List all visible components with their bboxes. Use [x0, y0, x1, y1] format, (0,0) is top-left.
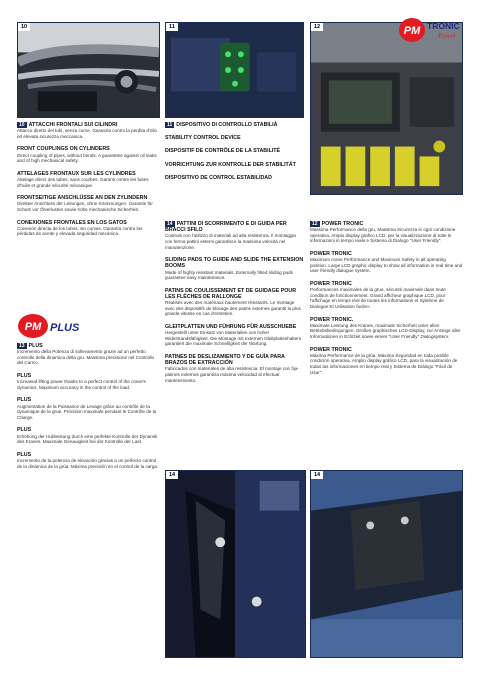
photo-number: 10 [18, 23, 30, 31]
title-fr: PATINS DE COULISSEMENT ET DE GUIDAGE POUR LES FLÈCHES DE RALLONGE [165, 287, 297, 300]
section-number: 10 [19, 122, 25, 128]
photo-sliding-pads-left [165, 470, 306, 658]
title-fr: DISPOSITIF DE CONTRÔLE DE LA STABILITÉ [165, 148, 281, 155]
text-en: Made of highly resistant materials. Externally fitted sliding pads guarantee easy maintenance. [165, 269, 293, 281]
title-es: POWER TRONIC [310, 346, 352, 353]
text-de: Direkter Anschluss der Leitungen, ohne Krümmungen. Garantie für Schutz vor Ölverlusten sowie hohe mechanische Sicherheit. [17, 201, 153, 212]
photo-stability-device [165, 22, 304, 118]
text-fr: Réalisés avec des matériaux hautement résistants. Le montage avec des dispositifs de blocage des patins externes garantit la plus grande vitesse en cas d'entretien. [165, 300, 301, 317]
svg-text:PM: PM [403, 25, 421, 37]
title-es: PATINES DE DESLIZAMIENTO Y DE GUÍA PARA BRAZOS DE EXTRACCIÓN [165, 353, 285, 367]
text-es: Fabricados con materiales de alta resistencia. El montaje con fija-patines externos garantiza máxima velocidad al efectuar mantenimiento. [165, 366, 299, 383]
text-en: Increased lifting power thanks to a perfect control of the crane's dynamics. Maximum accuracy in the control of the load. [17, 379, 146, 390]
svg-text:PM: PM [24, 321, 42, 333]
heading [165, 221, 304, 233]
sliding-pads-left-image [166, 471, 305, 657]
section-title: DISPOSITIVO DI CONTROLLO STABILIÀ [176, 122, 278, 128]
photo-sliding-pads-right [310, 470, 463, 658]
power-tronic-image [311, 23, 462, 194]
title-de: POWER TRONIC. [310, 316, 354, 323]
text-it: Attacco diretto dei tubi, senza curve. Garanzia contro la perdita d'olio ed elevata sicurezza meccanica. [17, 128, 158, 139]
svg-text:Power: Power [438, 32, 457, 40]
section-sliding-pads [165, 221, 304, 390]
text-es: Incremento de la potencia de elevación gracias a un perfecto control de la dinámica de la grúa. Máxima precisión en el control de la carga. [17, 457, 159, 469]
title-en: POWER TRONIC [310, 250, 352, 257]
section-number: 12 [312, 221, 318, 227]
text-fr: Augmentation de la Puissance de Levage grâce au contrôle de la dynamique de la grue. Précision maximale pendant le Contrôle de la Charge. [17, 403, 157, 420]
section-plus [17, 343, 160, 476]
photo-number: 12 [311, 23, 323, 31]
title-es: PLUS [17, 451, 32, 458]
section-stability-control [165, 122, 304, 188]
pm-plus-logo [17, 312, 81, 340]
text-fr: Performances maximales de la grue, sécurité maximale dans toute condition de fonctionnement. Grand afficheur graphique LCD, pour l'affichage en temps réel de toutes les informations et Système de Dialogue Et Utilisation facile». [310, 287, 446, 309]
text-de: Maximale Leistung des Kranes, maximale Sicherheit unter allen Betriebsbedingungen. Großes graphisches LCD-Display, zur Anzeige aller Informationen in Echtzeit sowie einem "User Friendly" Dialogsystem. [310, 322, 461, 339]
title-en: FRONT COUPLINGS ON CYLINDERS [17, 146, 110, 153]
heading [165, 122, 304, 128]
pm-plus-logo-graphic [17, 312, 81, 340]
pm-tronic-logo-graphic [398, 14, 466, 44]
title-de: FRONTSEITIGE ANSCHLÜSSE AN DEN ZYLINDERN [17, 195, 148, 202]
title-en: SLIDING PADS TO GUIDE AND SLIDE THE EXTENSION BOOMS [165, 257, 304, 270]
text-de: Hergestellt unter Einsatz von Materialien von hoher Widerstandsfähigkeit. Die Montage mit externen Gleitplattenhaltern garantiert die maximale Schnelligkeit der Wartung. [165, 330, 302, 347]
sliding-pads-right-image [311, 471, 462, 657]
photo-cylinder-couplings [17, 22, 160, 118]
section-title: PATTINI DI SCORRIMENTO E DI GUIDA PER BRACCI SFILO [165, 221, 287, 234]
title-fr: PLUS [17, 397, 32, 404]
photo-number: 11 [166, 23, 178, 31]
pm-tronic-logo [398, 14, 466, 44]
title-es: DISPOSITIVO DE CONTROL ESTABILIDAD [165, 174, 272, 181]
section-title: POWER TRONIC [321, 221, 364, 227]
cylinder-couplings-image [18, 23, 159, 117]
text-en: Direct coupling of pipes, without bends. A guarantee against oil leaks and of high mechanical safety. [17, 152, 157, 164]
section-title: PLUS [28, 343, 43, 349]
text-de: Erhöhung der Hubleistung durch eine perfekte Kontrolle der Dynamik des Kranes. Maximale Genauigkeit bei der Kontrolle der Last. [17, 433, 158, 445]
text-it: Massima Performance della gru, Massima Sicurezza in ogni condizione operativa. Ampio display grafico LCD, per la visualizzazione di tutte le informazioni in tempo reale e Sistema di Dialogo "User Friendly". [310, 227, 456, 244]
svg-text:TRONIC: TRONIC [427, 21, 460, 31]
stability-device-image [166, 23, 303, 117]
title-es: CONEXIONES FRONTALES EN LOS GATOS [17, 219, 127, 226]
title-en: PLUS [17, 372, 32, 379]
title-fr: ATTELAGES FRONTAUX SUR LES CYLINDRES [17, 170, 136, 177]
title-en: STABILITY CONTROL DEVICE [165, 135, 241, 142]
text-fr: Attelage direct des tubes, sans courbes. Garanti contre les fuites d'huile et grande sécurité mécanique. [17, 176, 149, 188]
text-es: Máxima Performance de la grúa, Máxima Seguridad en toda posible condición operativa. Amplio display gráfico LCD, para la visualización de todas las informaciones en tiempo real y Sistema de Diálogo "Fácil de Usar". [310, 352, 458, 375]
section-title: ATTACCHI FRONTALI SUI CILINDRI [28, 122, 118, 128]
photo-number: 14 [311, 471, 323, 479]
svg-text:PLUS: PLUS [50, 322, 80, 334]
photo-power-tronic [310, 22, 463, 195]
title-de: GLEITPLATTEN UND FÜHRUNG FÜR AUSSCHUEBE [165, 323, 297, 330]
section-front-couplings [17, 122, 160, 244]
title-fr: POWER TRONIC [310, 280, 352, 287]
text-it: Costruiti con l'utilizzo di materiali ad alta resistenza. Il montaggio con ferma pattini esterni garantisce la massima velocità nel manutenzione. [165, 233, 297, 250]
section-number: 14 [167, 221, 173, 227]
photo-number: 14 [166, 471, 178, 479]
title-de: PLUS [17, 427, 32, 434]
text-it: Incremento della Potenza di sollevamento grazie ad un perfetto controllo della dinamica della gru. Massima precisione nel Controllo del Carico. [17, 349, 155, 366]
text-es: Conexión directa de los tubos, sin curvas. Garantía contra las pérdidas de aceite y elevada seguridad mecánica. [17, 225, 143, 237]
title-de: VORRICHTUNG ZUR KONTROLLE DER STABILITÄT [165, 161, 296, 168]
section-power-tronic [310, 221, 463, 382]
text-en: Maximum crane Performance and Maximum Safety in all operating position. Large LCD graphic display to show all information in real time and user friendly dialogue system. [310, 257, 463, 274]
section-number: 11 [167, 122, 173, 128]
section-number: 13 [19, 343, 25, 349]
